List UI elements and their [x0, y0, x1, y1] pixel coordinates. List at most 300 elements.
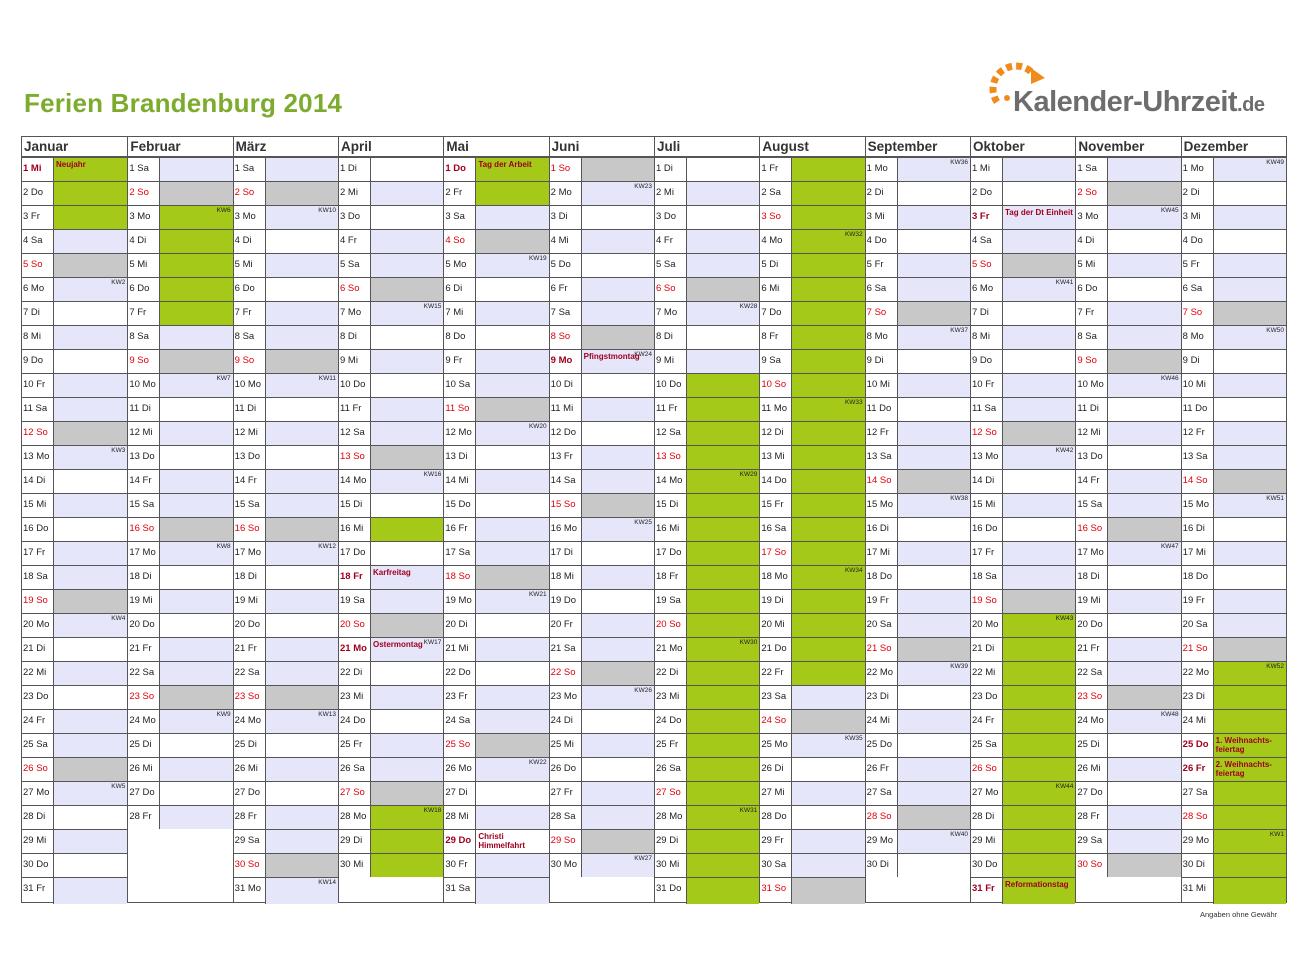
day-cell[interactable] — [1076, 829, 1180, 853]
day-cell[interactable] — [1182, 517, 1286, 541]
day-cell[interactable] — [971, 877, 1075, 904]
day-cell[interactable] — [339, 661, 443, 685]
day-cell[interactable] — [1182, 469, 1286, 493]
day-cell[interactable] — [339, 733, 443, 757]
day-cell[interactable] — [339, 277, 443, 301]
day-cell[interactable] — [339, 757, 443, 781]
day-cell[interactable] — [1076, 493, 1180, 517]
day-cell[interactable] — [1076, 397, 1180, 421]
day-cell[interactable] — [1182, 613, 1286, 637]
day-cell[interactable] — [22, 253, 127, 277]
day-cell[interactable] — [22, 853, 127, 877]
day-cell[interactable] — [339, 157, 443, 181]
day-cell[interactable] — [655, 469, 759, 493]
day-cell[interactable] — [550, 277, 654, 301]
day-cell[interactable] — [550, 589, 654, 613]
day-cell[interactable] — [234, 661, 338, 685]
day-cell[interactable] — [128, 445, 232, 469]
day-cell[interactable] — [971, 565, 1075, 589]
day-cell[interactable] — [655, 685, 759, 709]
site-logo[interactable] — [985, 60, 1275, 130]
day-cell[interactable] — [971, 733, 1075, 757]
day-cell[interactable] — [22, 469, 127, 493]
day-cell[interactable] — [444, 181, 548, 205]
day-cell[interactable] — [760, 541, 864, 565]
day-cell[interactable] — [1076, 349, 1180, 373]
day-cell[interactable] — [339, 517, 443, 541]
day-cell[interactable] — [128, 157, 232, 181]
day-cell[interactable] — [760, 181, 864, 205]
day-cell[interactable] — [339, 781, 443, 805]
day-cell[interactable] — [128, 421, 232, 445]
day-cell[interactable] — [22, 613, 127, 637]
day-cell[interactable] — [234, 277, 338, 301]
day-cell[interactable] — [22, 829, 127, 853]
day-cell[interactable] — [971, 517, 1075, 541]
day-cell[interactable] — [128, 493, 232, 517]
day-cell[interactable] — [550, 517, 654, 541]
day-cell[interactable] — [866, 637, 970, 661]
day-cell[interactable] — [1076, 589, 1180, 613]
day-cell[interactable] — [234, 205, 338, 229]
day-cell[interactable] — [339, 541, 443, 565]
day-cell[interactable] — [444, 661, 548, 685]
day-cell[interactable] — [866, 853, 970, 877]
day-cell[interactable] — [1182, 301, 1286, 325]
day-cell[interactable] — [550, 349, 654, 373]
day-cell[interactable] — [550, 757, 654, 781]
day-cell[interactable] — [1182, 829, 1286, 853]
day-cell[interactable] — [760, 733, 864, 757]
day-cell[interactable] — [128, 685, 232, 709]
day-cell[interactable] — [971, 421, 1075, 445]
day-cell[interactable] — [760, 469, 864, 493]
day-cell[interactable] — [444, 805, 548, 829]
day-cell[interactable] — [550, 205, 654, 229]
day-cell[interactable] — [655, 229, 759, 253]
day-cell[interactable] — [1182, 253, 1286, 277]
day-cell[interactable] — [1076, 541, 1180, 565]
day-cell[interactable] — [1182, 277, 1286, 301]
day-cell[interactable] — [971, 709, 1075, 733]
day-cell[interactable] — [22, 493, 127, 517]
day-cell[interactable] — [339, 205, 443, 229]
day-cell[interactable] — [128, 733, 232, 757]
day-cell[interactable] — [128, 397, 232, 421]
day-cell[interactable] — [550, 229, 654, 253]
day-cell[interactable] — [22, 301, 127, 325]
day-cell[interactable] — [234, 397, 338, 421]
day-cell[interactable] — [1182, 349, 1286, 373]
day-cell[interactable] — [22, 781, 127, 805]
day-cell[interactable] — [971, 349, 1075, 373]
day-cell[interactable] — [339, 445, 443, 469]
day-cell[interactable] — [550, 613, 654, 637]
day-cell[interactable] — [550, 373, 654, 397]
day-cell[interactable] — [760, 229, 864, 253]
day-cell[interactable] — [444, 349, 548, 373]
day-cell[interactable] — [971, 805, 1075, 829]
day-cell[interactable] — [1182, 661, 1286, 685]
day-cell[interactable] — [760, 205, 864, 229]
day-cell[interactable] — [550, 541, 654, 565]
day-cell[interactable] — [128, 709, 232, 733]
day-cell[interactable] — [22, 541, 127, 565]
day-cell[interactable] — [22, 709, 127, 733]
day-cell[interactable] — [339, 709, 443, 733]
day-cell[interactable] — [655, 877, 759, 904]
day-cell[interactable] — [234, 781, 338, 805]
day-cell[interactable] — [1182, 733, 1286, 757]
day-cell[interactable] — [444, 397, 548, 421]
day-cell[interactable] — [444, 613, 548, 637]
day-cell[interactable] — [866, 253, 970, 277]
day-cell[interactable] — [866, 685, 970, 709]
day-cell[interactable] — [128, 589, 232, 613]
day-cell[interactable] — [234, 757, 338, 781]
day-cell[interactable] — [866, 541, 970, 565]
day-cell[interactable] — [444, 589, 548, 613]
day-cell[interactable] — [760, 373, 864, 397]
day-cell[interactable] — [550, 661, 654, 685]
day-cell[interactable] — [866, 277, 970, 301]
day-cell[interactable] — [655, 733, 759, 757]
day-cell[interactable] — [1182, 637, 1286, 661]
day-cell[interactable] — [655, 661, 759, 685]
day-cell[interactable] — [22, 325, 127, 349]
day-cell[interactable] — [22, 373, 127, 397]
day-cell[interactable] — [760, 877, 864, 904]
day-cell[interactable] — [128, 325, 232, 349]
day-cell[interactable] — [128, 805, 232, 829]
day-cell[interactable] — [1182, 709, 1286, 733]
day-cell[interactable] — [234, 829, 338, 853]
day-cell[interactable] — [1182, 685, 1286, 709]
day-cell[interactable] — [1182, 853, 1286, 877]
day-cell[interactable] — [22, 733, 127, 757]
day-cell[interactable] — [1076, 853, 1180, 877]
day-cell[interactable] — [655, 565, 759, 589]
day-cell[interactable] — [234, 877, 338, 904]
day-cell[interactable] — [339, 373, 443, 397]
day-cell[interactable] — [128, 565, 232, 589]
day-cell[interactable] — [22, 877, 127, 904]
day-cell[interactable] — [128, 373, 232, 397]
day-cell[interactable] — [234, 421, 338, 445]
day-cell[interactable] — [971, 205, 1075, 229]
day-cell[interactable] — [550, 853, 654, 877]
day-cell[interactable] — [655, 373, 759, 397]
day-cell[interactable] — [1076, 301, 1180, 325]
day-cell[interactable] — [339, 589, 443, 613]
day-cell[interactable] — [550, 733, 654, 757]
day-cell[interactable] — [655, 757, 759, 781]
day-cell[interactable] — [550, 829, 654, 853]
day-cell[interactable] — [655, 421, 759, 445]
day-cell[interactable] — [1182, 781, 1286, 805]
day-cell[interactable] — [444, 277, 548, 301]
day-cell[interactable] — [760, 325, 864, 349]
day-cell[interactable] — [128, 517, 232, 541]
day-cell[interactable] — [1182, 205, 1286, 229]
day-cell[interactable] — [128, 661, 232, 685]
day-cell[interactable] — [1182, 157, 1286, 181]
day-cell[interactable] — [1076, 685, 1180, 709]
day-cell[interactable] — [22, 157, 127, 181]
day-cell[interactable] — [655, 397, 759, 421]
day-cell[interactable] — [760, 397, 864, 421]
day-cell[interactable] — [1182, 445, 1286, 469]
day-cell[interactable] — [128, 757, 232, 781]
day-cell[interactable] — [234, 613, 338, 637]
day-cell[interactable] — [760, 853, 864, 877]
day-cell[interactable] — [1076, 733, 1180, 757]
day-cell[interactable] — [339, 229, 443, 253]
day-cell[interactable] — [444, 445, 548, 469]
day-cell[interactable] — [444, 157, 548, 181]
day-cell[interactable] — [339, 253, 443, 277]
day-cell[interactable] — [550, 469, 654, 493]
day-cell[interactable] — [234, 565, 338, 589]
day-cell[interactable] — [971, 325, 1075, 349]
day-cell[interactable] — [655, 325, 759, 349]
day-cell[interactable] — [760, 613, 864, 637]
day-cell[interactable] — [655, 709, 759, 733]
day-cell[interactable] — [866, 229, 970, 253]
day-cell[interactable] — [444, 853, 548, 877]
day-cell[interactable] — [234, 493, 338, 517]
day-cell[interactable] — [1076, 373, 1180, 397]
day-cell[interactable] — [339, 493, 443, 517]
day-cell[interactable] — [655, 805, 759, 829]
day-cell[interactable] — [760, 157, 864, 181]
day-cell[interactable] — [1076, 181, 1180, 205]
day-cell[interactable] — [22, 589, 127, 613]
day-cell[interactable] — [234, 157, 338, 181]
day-cell[interactable] — [1076, 781, 1180, 805]
day-cell[interactable] — [655, 181, 759, 205]
day-cell[interactable] — [234, 589, 338, 613]
day-cell[interactable] — [444, 757, 548, 781]
day-cell[interactable] — [550, 325, 654, 349]
day-cell[interactable] — [971, 229, 1075, 253]
day-cell[interactable] — [234, 853, 338, 877]
day-cell[interactable] — [444, 205, 548, 229]
day-cell[interactable] — [339, 685, 443, 709]
day-cell[interactable] — [444, 421, 548, 445]
day-cell[interactable] — [971, 685, 1075, 709]
day-cell[interactable] — [866, 829, 970, 853]
day-cell[interactable] — [22, 205, 127, 229]
day-cell[interactable] — [234, 181, 338, 205]
day-cell[interactable] — [1076, 565, 1180, 589]
day-cell[interactable] — [866, 205, 970, 229]
day-cell[interactable] — [444, 541, 548, 565]
day-cell[interactable] — [128, 541, 232, 565]
day-cell[interactable] — [22, 397, 127, 421]
day-cell[interactable] — [866, 613, 970, 637]
day-cell[interactable] — [655, 445, 759, 469]
day-cell[interactable] — [866, 517, 970, 541]
day-cell[interactable] — [444, 517, 548, 541]
day-cell[interactable] — [971, 301, 1075, 325]
day-cell[interactable] — [1076, 709, 1180, 733]
day-cell[interactable] — [550, 157, 654, 181]
day-cell[interactable] — [760, 349, 864, 373]
day-cell[interactable] — [971, 757, 1075, 781]
day-cell[interactable] — [760, 277, 864, 301]
day-cell[interactable] — [550, 397, 654, 421]
day-cell[interactable] — [1182, 373, 1286, 397]
day-cell[interactable] — [1182, 757, 1286, 781]
day-cell[interactable] — [444, 781, 548, 805]
day-cell[interactable] — [444, 829, 548, 853]
day-cell[interactable] — [655, 277, 759, 301]
day-cell[interactable] — [128, 637, 232, 661]
day-cell[interactable] — [234, 685, 338, 709]
day-cell[interactable] — [444, 733, 548, 757]
day-cell[interactable] — [234, 301, 338, 325]
day-cell[interactable] — [971, 181, 1075, 205]
day-cell[interactable] — [1182, 541, 1286, 565]
day-cell[interactable] — [655, 541, 759, 565]
day-cell[interactable] — [971, 397, 1075, 421]
day-cell[interactable] — [1076, 205, 1180, 229]
day-cell[interactable] — [234, 445, 338, 469]
day-cell[interactable] — [234, 709, 338, 733]
day-cell[interactable] — [550, 781, 654, 805]
day-cell[interactable] — [655, 301, 759, 325]
day-cell[interactable] — [234, 229, 338, 253]
day-cell[interactable] — [866, 757, 970, 781]
day-cell[interactable] — [339, 469, 443, 493]
day-cell[interactable] — [22, 181, 127, 205]
day-cell[interactable] — [1076, 253, 1180, 277]
day-cell[interactable] — [22, 229, 127, 253]
day-cell[interactable] — [971, 781, 1075, 805]
day-cell[interactable] — [655, 829, 759, 853]
day-cell[interactable] — [234, 637, 338, 661]
day-cell[interactable] — [971, 589, 1075, 613]
day-cell[interactable] — [22, 349, 127, 373]
day-cell[interactable] — [339, 637, 443, 661]
day-cell[interactable] — [339, 421, 443, 445]
day-cell[interactable] — [1182, 229, 1286, 253]
day-cell[interactable] — [866, 157, 970, 181]
day-cell[interactable] — [444, 229, 548, 253]
day-cell[interactable] — [1182, 589, 1286, 613]
day-cell[interactable] — [971, 541, 1075, 565]
day-cell[interactable] — [971, 469, 1075, 493]
day-cell[interactable] — [1076, 157, 1180, 181]
day-cell[interactable] — [22, 565, 127, 589]
day-cell[interactable] — [760, 685, 864, 709]
day-cell[interactable] — [234, 349, 338, 373]
day-cell[interactable] — [1076, 469, 1180, 493]
day-cell[interactable] — [655, 781, 759, 805]
day-cell[interactable] — [866, 469, 970, 493]
day-cell[interactable] — [1182, 565, 1286, 589]
day-cell[interactable] — [234, 253, 338, 277]
day-cell[interactable] — [760, 517, 864, 541]
day-cell[interactable] — [866, 373, 970, 397]
day-cell[interactable] — [339, 853, 443, 877]
day-cell[interactable] — [22, 421, 127, 445]
day-cell[interactable] — [1076, 613, 1180, 637]
day-cell[interactable] — [866, 781, 970, 805]
day-cell[interactable] — [444, 469, 548, 493]
day-cell[interactable] — [1076, 325, 1180, 349]
day-cell[interactable] — [339, 829, 443, 853]
day-cell[interactable] — [444, 685, 548, 709]
day-cell[interactable] — [760, 757, 864, 781]
day-cell[interactable] — [971, 373, 1075, 397]
day-cell[interactable] — [760, 565, 864, 589]
day-cell[interactable] — [866, 445, 970, 469]
day-cell[interactable] — [444, 493, 548, 517]
day-cell[interactable] — [550, 253, 654, 277]
day-cell[interactable] — [444, 637, 548, 661]
day-cell[interactable] — [760, 253, 864, 277]
day-cell[interactable] — [22, 445, 127, 469]
day-cell[interactable] — [444, 565, 548, 589]
day-cell[interactable] — [339, 613, 443, 637]
day-cell[interactable] — [655, 517, 759, 541]
day-cell[interactable] — [234, 805, 338, 829]
day-cell[interactable] — [1076, 445, 1180, 469]
day-cell[interactable] — [971, 613, 1075, 637]
day-cell[interactable] — [866, 301, 970, 325]
day-cell[interactable] — [1076, 661, 1180, 685]
day-cell[interactable] — [234, 541, 338, 565]
day-cell[interactable] — [1182, 397, 1286, 421]
day-cell[interactable] — [760, 637, 864, 661]
day-cell[interactable] — [1182, 877, 1286, 904]
day-cell[interactable] — [128, 229, 232, 253]
day-cell[interactable] — [760, 493, 864, 517]
day-cell[interactable] — [971, 157, 1075, 181]
day-cell[interactable] — [655, 589, 759, 613]
day-cell[interactable] — [866, 349, 970, 373]
day-cell[interactable] — [128, 469, 232, 493]
day-cell[interactable] — [655, 853, 759, 877]
day-cell[interactable] — [550, 421, 654, 445]
day-cell[interactable] — [444, 325, 548, 349]
day-cell[interactable] — [339, 565, 443, 589]
day-cell[interactable] — [655, 637, 759, 661]
day-cell[interactable] — [866, 493, 970, 517]
day-cell[interactable] — [234, 733, 338, 757]
day-cell[interactable] — [1182, 325, 1286, 349]
day-cell[interactable] — [22, 685, 127, 709]
day-cell[interactable] — [22, 661, 127, 685]
day-cell[interactable] — [22, 637, 127, 661]
day-cell[interactable] — [1076, 757, 1180, 781]
day-cell[interactable] — [128, 349, 232, 373]
day-cell[interactable] — [1182, 805, 1286, 829]
day-cell[interactable] — [234, 373, 338, 397]
day-cell[interactable] — [760, 421, 864, 445]
day-cell[interactable] — [128, 253, 232, 277]
day-cell[interactable] — [866, 181, 970, 205]
day-cell[interactable] — [655, 253, 759, 277]
day-cell[interactable] — [339, 349, 443, 373]
day-cell[interactable] — [760, 661, 864, 685]
day-cell[interactable] — [866, 565, 970, 589]
day-cell[interactable] — [22, 517, 127, 541]
day-cell[interactable] — [550, 565, 654, 589]
day-cell[interactable] — [339, 325, 443, 349]
